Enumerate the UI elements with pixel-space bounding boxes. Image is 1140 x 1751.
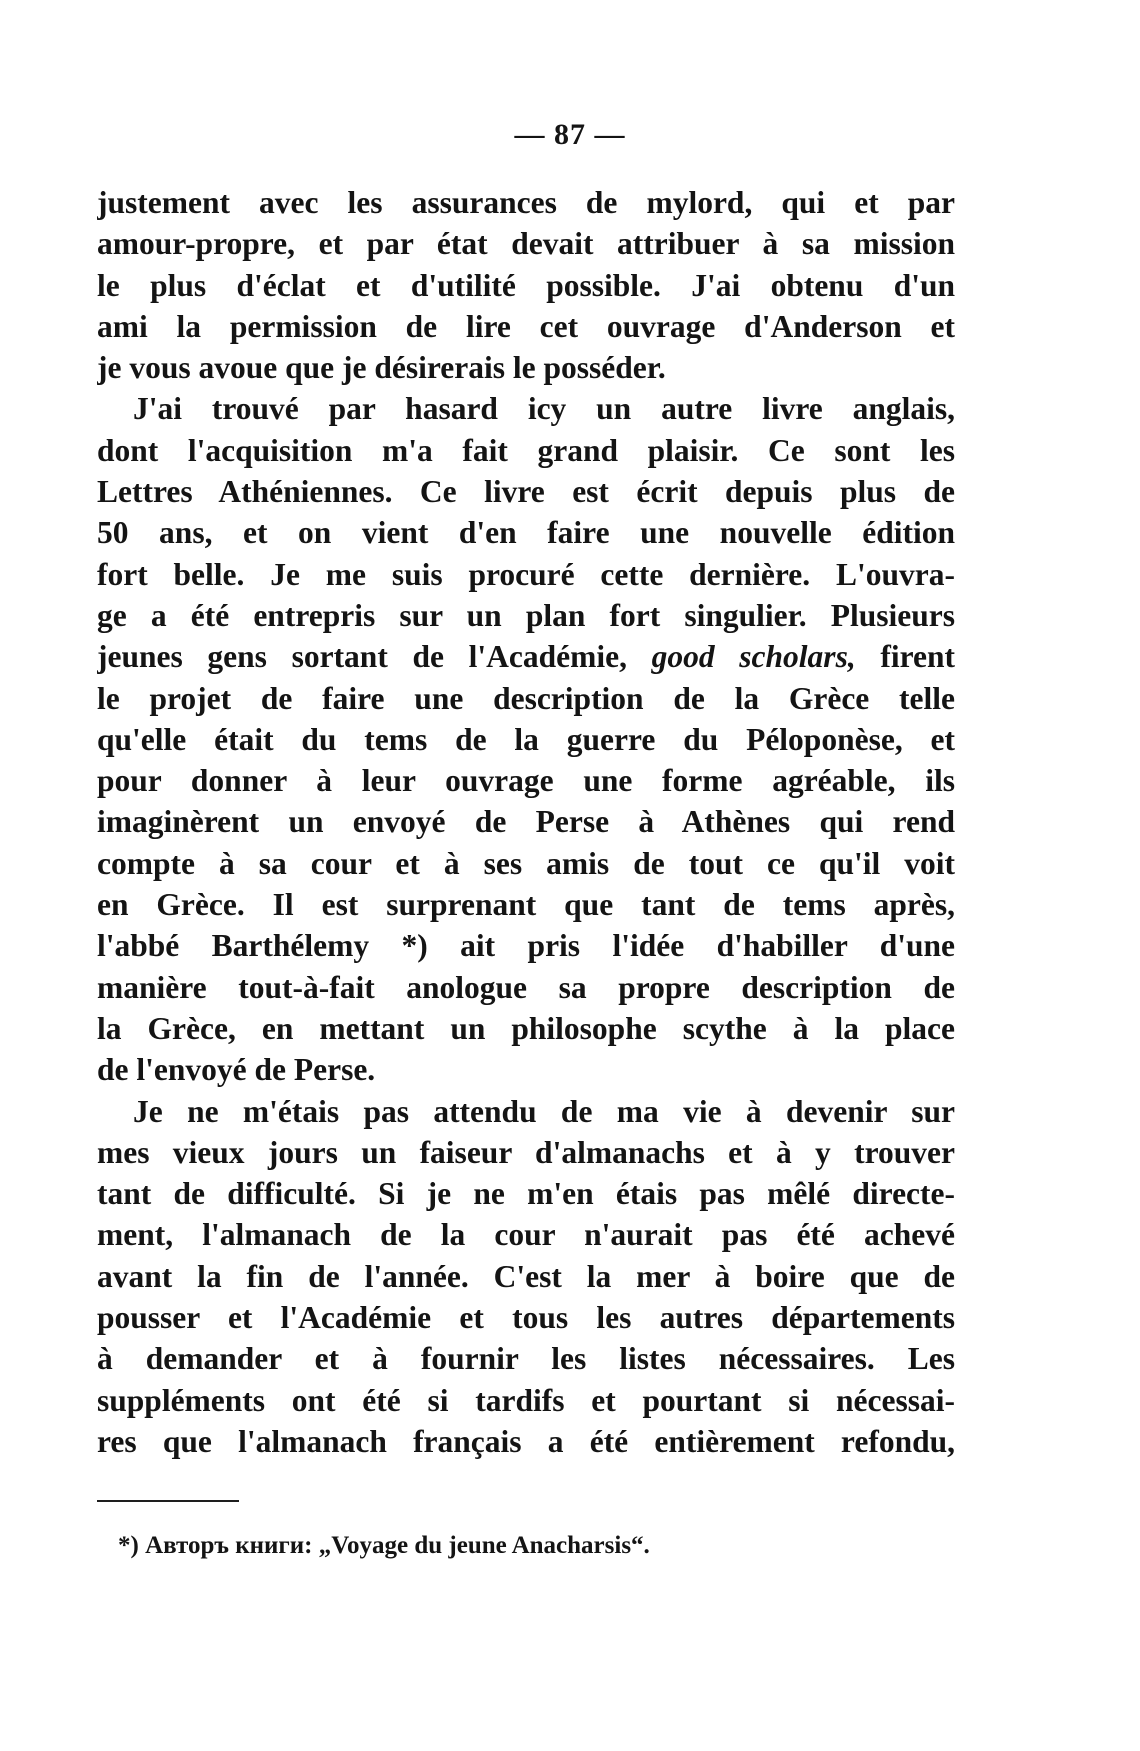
text-line: de l'envoyé de Perse.: [97, 1052, 376, 1088]
text-line-end: firent: [880, 639, 955, 675]
text-line: J'ai trouvé par hasard icy un autre livre anglais,: [133, 391, 955, 427]
text-line: qu'elle était du tems de la guerre du Péloponèse, et: [97, 721, 955, 757]
text-line: ge a été entrepris sur un plan fort singulier. Plusieurs: [97, 597, 955, 633]
italic-phrase: good scholars,: [651, 639, 856, 675]
text-line: justement avec les assurances de mylord, qui et par: [97, 185, 955, 220]
text-line: je vous avoue que je désirerais le posséder.: [97, 350, 666, 386]
body-text: [97, 182, 955, 1462]
footnote: *) Авторъ книги: „Voyage du jeune Anacharsis“.: [118, 1532, 650, 1559]
text-line: [97, 636, 955, 677]
text-line: manière tout-à-fait anologue sa propre description de: [97, 969, 955, 1005]
text-line: la Grèce, en mettant un philosophe scythe à la place: [97, 1010, 955, 1046]
text-line-start: jeunes gens sortant de l'Académie,: [97, 639, 627, 675]
text-line: Je ne m'étais pas attendu de ma vie à devenir sur: [133, 1093, 955, 1129]
text-line: suppléments ont été si tardifs et pourtant si nécessai-: [97, 1382, 955, 1418]
text-line: compte à sa cour et à ses amis de tout ce qu'il voit: [97, 845, 955, 881]
text-line: pousser et l'Académie et tous les autres départements: [97, 1300, 955, 1336]
text-line: 50 ans, et on vient d'en faire une nouvelle édition: [97, 515, 955, 551]
text-line: avant la fin de l'année. C'est la mer à boire que de: [97, 1258, 955, 1294]
text-line: tant de difficulté. Si je ne m'en étais pas mêlé directe-: [97, 1176, 955, 1212]
text-line: imaginèrent un envoyé de Perse à Athènes qui rend: [97, 804, 955, 840]
text-line: amour-propre, et par état devait attribuer à sa mission: [97, 226, 955, 262]
footnote-divider: [97, 1500, 239, 1502]
text-line: mes vieux jours un faiseur d'almanachs et à y trouver: [97, 1134, 955, 1170]
page-number: — 87 —: [514, 118, 626, 151]
text-line: l'abbé Barthélemy *) ait pris l'idée d'habiller d'une: [97, 928, 955, 964]
text-line: res que l'almanach français a été entièrement refondu,: [97, 1423, 955, 1459]
text-line: à demander et à fournir les listes nécessaires. Les: [97, 1341, 955, 1377]
text-line: en Grèce. Il est surprenant que tant de tems après,: [97, 887, 955, 923]
text-line: ment, l'almanach de la cour n'aurait pas été achevé: [97, 1217, 955, 1253]
text-line: fort belle. Je me suis procuré cette dernière. L'ouvra-: [97, 556, 955, 592]
text-line: le projet de faire une description de la Grèce telle: [97, 680, 955, 716]
text-line: dont l'acquisition m'a fait grand plaisir. Ce sont les: [97, 432, 955, 468]
text-line: le plus d'éclat et d'utilité possible. J'ai obtenu d'un: [97, 267, 955, 303]
text-line: pour donner à leur ouvrage une forme agréable, ils: [97, 763, 955, 799]
text-line: ami la permission de lire cet ouvrage d'Anderson et: [97, 308, 955, 344]
text-line: Lettres Athéniennes. Ce livre est écrit depuis plus de: [97, 474, 955, 510]
